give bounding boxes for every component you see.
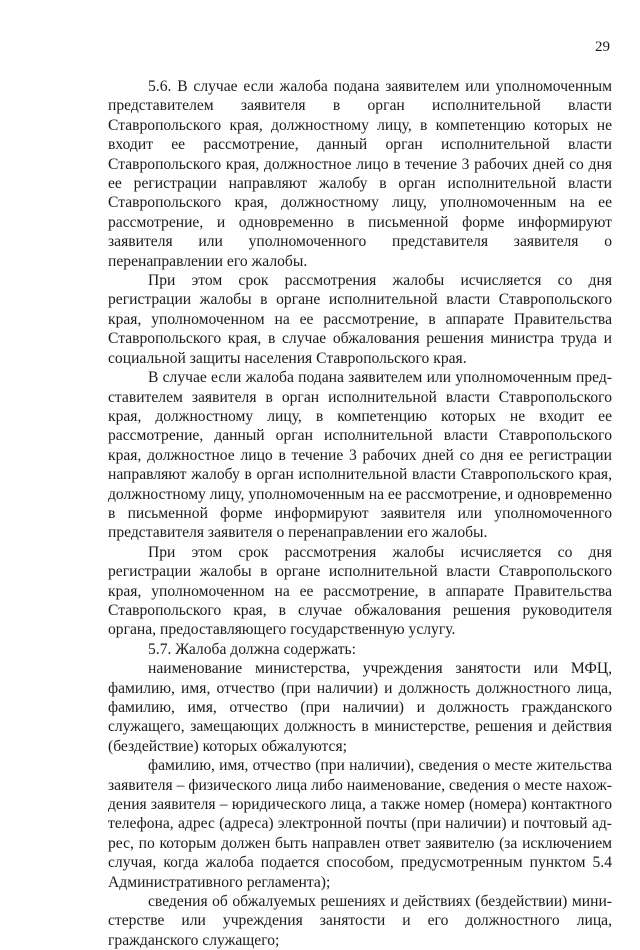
paragraph-redirect-complaint: В случае если жалоба подана заявителем или уполномоченным представителем заявителя в орган исполнительной власти Ставропольского края, должностному лицу, в компетенцию которых не входит ее рассмотрение, данный орган исполнительной власти Ставропольского края, должностное лицо в течение 3 рабочих дней со дня ее регистрации направляют жалобу в орган исполнительной власти Ставропольского края, должностному лицу, уполномоченным на ее рассмотрение, и одновременно в письменной форме информируют заявителя или уполномоченного представителя заявителя о перенаправлении его жалобы. <box>108 369 612 542</box>
document-body <box>108 77 612 950</box>
list-item-applicant-details: фамилию, имя, отчество (при наличии), сведения о месте жительства заявителя – физического лица либо наименование, сведения о месте нахождения заявителя – юридического лица, а также номер (номера) контактного телефона, адрес (адреса) электронной почты (при наличии) и почтовый адрес, по которым должен быть направлен ответ заявителю (за исключением случая, когда жалоба подается способом, предусмотренным пунктом 5.4 Административного регламента); <box>108 757 612 891</box>
paragraph-5-6: 5.6. В случае если жалоба подана заявителем или уполномоченным представителем заявителя в орган исполнительной власти Ставропольского края, должностному лицу, в компетенцию которых не входит ее рассмотрение, данный орган исполнительной власти Ставропольского края, должностное лицо в течение 3 рабочих дней со дня ее регистрации направляют жалобу в орган исполнительной власти Ставропольского края, должностному лицу, уполномоченным на ее рассмотрение, и одновременно в письменной форме информируют заявителя или уполномоченного представителя заявителя о перенаправлении его жалобы. <box>108 78 612 270</box>
paragraph-term-minister: При этом срок рассмотрения жалобы исчисляется со дня регистрации жалобы в органе исполнительной власти Ставропольского края, уполномоченном на ее рассмотрение, в аппарате Правительства Ставропольского края, в случае обжалования решения министра труда и социальной защиты населения Ставропольского края. <box>108 272 612 367</box>
paragraph-term-head: При этом срок рассмотрения жалобы исчисляется со дня регистрации жалобы в органе исполнительной власти Ставропольского края, уполномоченном на ее рассмотрение, в аппарате Правительства Ставропольского края, в случае обжалования решения руководителя органа, предоставляющего государственную услугу. <box>108 543 612 639</box>
page-number: 29 <box>595 39 610 55</box>
list-item-appealed-decisions: сведения об обжалуемых решениях и действиях (бездействии) министерстве или учреждения занятости и его должностного лица, гражданского служащего; <box>108 893 612 949</box>
list-item-organization-name: наименование министерства, учреждения занятости или МФЦ, фамилию, имя, отчество (при наличии) и должность должностного лица, фамилию, имя, отчество (при наличии) и должность гражданского служащего, замещающих должность в министерстве, решения и действия (бездействие) которых обжалуются; <box>108 660 612 755</box>
paragraph-5-7: 5.7. Жалоба должна содержать: <box>148 640 356 658</box>
